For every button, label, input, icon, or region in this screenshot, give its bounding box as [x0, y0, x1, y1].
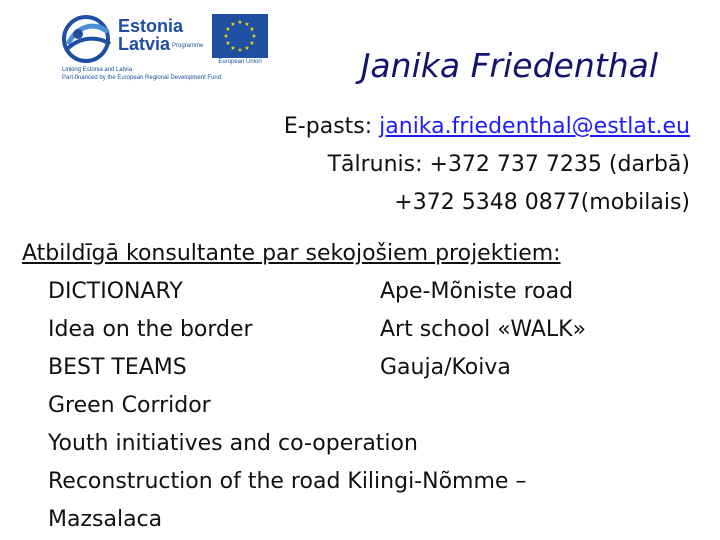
logo-caption: [62, 66, 282, 82]
svg-text:★: ★: [244, 45, 250, 52]
project-item: Gauja/Koiva: [380, 355, 511, 380]
svg-text:★: ★: [230, 45, 236, 52]
projects-right-column: [380, 273, 586, 387]
eu-label: European Union: [218, 59, 262, 65]
svg-text:★: ★: [244, 21, 250, 28]
phone-mobile: +372 5348 0877(mobilais): [394, 190, 690, 215]
project-item: Art school «WALK»: [380, 317, 587, 342]
project-item: Mazsalaca: [48, 507, 163, 532]
project-item: DICTIONARY: [48, 279, 183, 304]
svg-text:★: ★: [230, 21, 236, 28]
svg-text:★: ★: [249, 40, 255, 47]
projects-heading: Atbildīgā konsultante par sekojošiem projektiem:: [22, 241, 561, 266]
svg-text:★: ★: [249, 26, 255, 33]
svg-text:★: ★: [225, 26, 231, 33]
project-item: Ape-Mõniste road: [380, 279, 574, 304]
email-label: E-pasts:: [283, 114, 380, 139]
logo-text-latvia: Latvia: [118, 34, 171, 54]
project-item: Green Corridor: [48, 393, 211, 418]
logo-block: [58, 14, 270, 84]
svg-text:★: ★: [251, 33, 257, 40]
project-item: Idea on the border: [48, 317, 253, 342]
page-title: Janika Friedenthal: [360, 46, 658, 85]
projects-section: [22, 235, 587, 532]
svg-text:★: ★: [225, 40, 231, 47]
svg-text:★: ★: [237, 47, 243, 54]
contact-block: [284, 108, 690, 222]
email-link[interactable]: janika.friedenthal@estlat.eu: [379, 114, 690, 139]
email-line: [284, 108, 690, 146]
estonia-latvia-programme-logo-icon: [58, 14, 116, 64]
logo-caption-line1: Linking Estonia and Latvia: [62, 67, 133, 73]
logo-caption-line2: Part-financed by the European Regional Development Fund: [62, 75, 222, 81]
eu-flag-icon: [212, 14, 268, 58]
projects-full-width: [48, 387, 526, 539]
svg-text:★: ★: [237, 19, 243, 26]
project-item: BEST TEAMS: [48, 355, 187, 380]
project-item: Reconstruction of the road Kilingi-Nõmme –: [48, 469, 527, 494]
svg-text:★: ★: [223, 33, 229, 40]
phone-work: Tālrunis: +372 737 7235 (darbā): [327, 152, 690, 177]
projects-left-column: [48, 273, 253, 387]
project-item: Youth initiatives and co-operation: [48, 431, 418, 456]
logo-text-estonia: Estonia: [118, 16, 184, 36]
logo-text-programme: Programme: [172, 43, 204, 49]
